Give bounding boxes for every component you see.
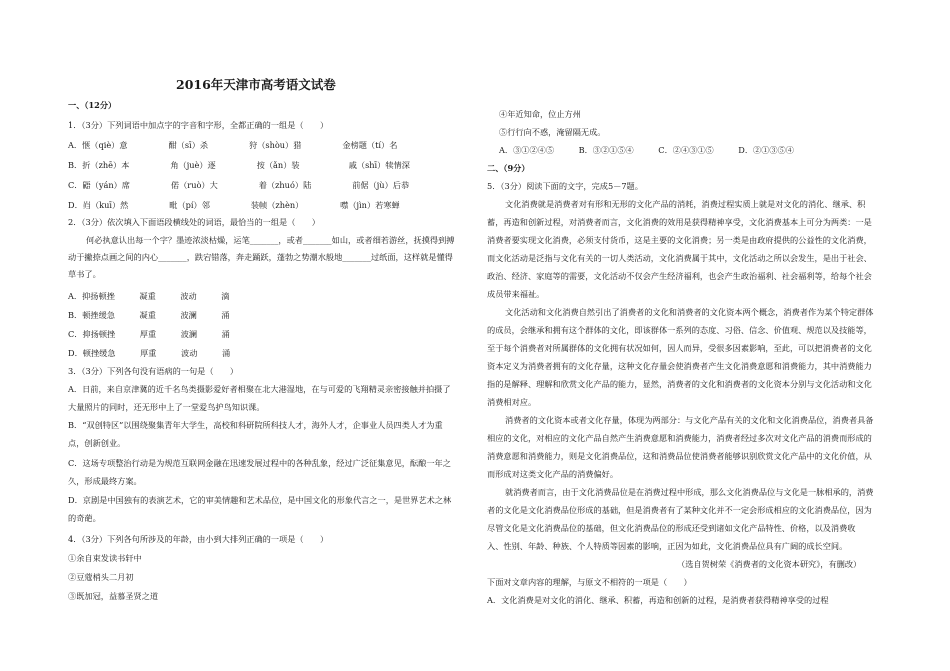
- q3-option-a-cont: 大量照片的同时，还无形中上了一堂爱鸟护鸟知识课。: [68, 402, 265, 412]
- passage-line: 至于每个消费者对所属群体的文化拥有状况如何，因人而异，受很多因素影响，至此，可以把消费者的文化: [487, 343, 872, 353]
- passage-line: 而形成对这类文化产品的消费偏好。: [487, 469, 619, 479]
- q4-item-1: ①余自束发读书轩中: [68, 553, 142, 563]
- q4-item-3: ③既加冠，益慕圣贤之道: [68, 591, 159, 601]
- q2-option-a: A．抑扬顿挫 凝重 波动 滴: [68, 291, 230, 301]
- q2-passage-line: 动于撇捺点画之间的内心_______，跌宕错落，奔走踊跃，蓬勃之势潮水般地_______过纸面，这样就是懂得: [68, 252, 453, 262]
- passage-line: 文化消费就是消费者对有形和无形的文化产品的消耗，消费过程实质上就是对文化的消化、继承、积: [505, 199, 866, 209]
- passage-line: 消费者要实现文化消费，必须支付货币，这是主要的文化消费；另一类是由政府提供的公益性的文化消费，: [487, 235, 872, 245]
- q3-option-c: C．这场专项整治行动是为规范互联网金融在迅速发展过程中的各种乱象，经过广泛征集意见，酝酿一年之: [68, 458, 451, 468]
- passage-line: 消费相对应。: [487, 397, 537, 407]
- q3-option-d-cont: 的奇葩。: [68, 513, 101, 523]
- q3-option-b: B．“双创特区”以围绕聚集青年大学生，高校和科研院所科技人才，海外人才，企事业人员四类人才为重: [68, 420, 443, 430]
- passage-line: 文化活动和文化消费自然引出了消费者的文化和消费者的文化资本两个概念，消费者作为某个特定群体: [505, 307, 874, 317]
- q4-stem: 4．（3分）下列各句所涉及的年龄，由小到大排列正确的一项是（ ）: [68, 534, 329, 544]
- passage-line: 尽管文化是文化消费品位的基础，但文化消费品位的形成还受到诸如文化产品特性、价格，以及消费收: [487, 523, 856, 533]
- passage-line: 的成员，会继承和拥有这个群体的文化，即该群体一系列的态度、习俗、信念、价值观、规范以及技能等，: [487, 325, 872, 335]
- q3-option-d: D．京剧是中国独有的表演艺术，它的审美情趣和艺术品位，是中国文化的形象代言之一，是世界艺术之林: [68, 495, 452, 505]
- q1-stem: 1．（3分）下列词语中加点字的字音和字形，全都正确的一组是（ ）: [68, 120, 329, 130]
- q2-option-c: C．抑扬顿挫 厚重 波澜 涌: [68, 329, 230, 339]
- q2-option-d: D．顿挫缓急 厚重 波动 涌: [68, 348, 231, 358]
- q3-option-b-cont: 点，创新创业。: [68, 438, 126, 448]
- q2-passage-line: 草书了。: [68, 269, 101, 279]
- q4-item-2: ②豆蔻梢头二月初: [68, 572, 134, 582]
- passage-line: 者的文化是文化消费品位形成的基础，但是消费者有了某种文化并不一定会形成相应的文化消费品位，因为: [487, 505, 872, 515]
- passage-line: 消费意愿和消费能力，则是文化消费品位，这和消费品位使消费者能够识别欣赏文化产品中的文化价值，从: [487, 451, 872, 461]
- passage-line: 指的是解释、理解和欣赏文化产品的能力，显然，消费者的文化和消费者的文化资本分别与文化活动和文化: [487, 379, 872, 389]
- passage-line: 相应的文化，对相应的文化产品自然产生消费意愿和消费能力，消费者经过多次对文化产品的消费而形成的: [487, 433, 872, 443]
- passage-line: 资本定义为消费者拥有的文化存量，这种文化存量会使消费者产生文化消费意愿和消费能力，其中消费能力: [487, 361, 872, 371]
- passage-line: 政治、经济、家庭等的需要，文化活动不仅会产生经济福利，也会产生政治福利、社会福利等，给每个社会: [487, 271, 872, 281]
- q3-option-a: A．日前，来自京津冀的近千名鸟类摄影爱好者相聚在北大港湿地，在与可爱的飞翔精灵亲密接触并拍摄了: [68, 384, 451, 394]
- passage-source: （选自贺树荣《消费者的文化资本研究》，有删改）: [677, 559, 862, 569]
- q3-stem: 3．（3分）下列各句没有语病的一句是（ ）: [68, 366, 239, 376]
- q1-option-a: A．惬（qiè）意 酣（sī）杀 狩（shòu）猎 金榜题（tí）名: [68, 140, 398, 150]
- q4-item-4: ④年近知命，位止方州: [499, 109, 581, 119]
- passage-line: 蓄，再造和创新过程，对消费者而言，文化消费的效用是获得精神享受，文化消费基本上可分为两类：一是: [487, 217, 872, 227]
- q1-option-d: D．岿（kuī）然 毗（pí）邻 装帧（zhèn） 噤（jìn）若寒蝉: [68, 200, 400, 210]
- q4-item-5: ⑤行行向不惑，淹留隔无成。: [499, 127, 606, 137]
- q1-option-b: B．折（zhē）本 角（juè）逐 按（ǎn）装 戚（shī）犊情深: [68, 160, 410, 170]
- q5-stem: 5．（3分）阅读下面的文字，完成5－7题。: [487, 181, 643, 191]
- section-two-heading: 二、（9分）: [487, 163, 530, 173]
- q5-option-a: A．文化消费是对文化的消化、继承、积蓄，再造和创新的过程，是消费者获得精神享受的过程: [487, 595, 829, 605]
- passage-line: 入、性别、年龄、种族、个人特质等因素的影响，正因为如此，文化消费品位具有广阔的成长空间。: [487, 541, 848, 551]
- passage-line: 就消费者而言，由于文化消费品位是在消费过程中形成，那么文化消费品位与文化是一脉相承的，消费: [505, 487, 874, 497]
- q2-passage-line: 何必执意认出每一个字？墨迹浓淡枯燥，运笔_______，或者_______如山，或者细若游丝，抚摸得到搏: [86, 235, 455, 245]
- q5-question: 下面对文章内容的理解，与原文不相符的一项是（ ）: [487, 577, 692, 587]
- q3-option-c-cont: 久，形成最终方案。: [68, 476, 142, 486]
- q4-options: A．③①②④⑤ B．③②①⑤④ C．②④③①⑤ D．②①③⑤④: [499, 145, 794, 155]
- page-title: 2016年天津市高考语文试卷: [176, 77, 336, 92]
- section-one-heading: 一、（12分）: [68, 100, 117, 110]
- passage-line: 消费者的文化资本或者文化存量，体现为两部分：与文化产品有关的文化和文化消费品位，消费者具备: [505, 415, 874, 425]
- q2-option-b: B．顿挫缓急 凝重 波澜 涌: [68, 310, 230, 320]
- passage-line: 成员带来福祉。: [487, 289, 545, 299]
- q2-stem: 2．（3分）依次填入下面语段横线处的词语，最恰当的一组是（ ）: [68, 217, 320, 227]
- q1-option-c: C．鼯（yán）席 偌（ruò）大 着（zhuó）陆 前倨（jù）后恭: [68, 180, 410, 190]
- passage-line: 而文化活动是泛指与文化有关的一切人类活动，文化消费属于其中，文化活动之所以会发生，是出于社会、: [487, 253, 872, 263]
